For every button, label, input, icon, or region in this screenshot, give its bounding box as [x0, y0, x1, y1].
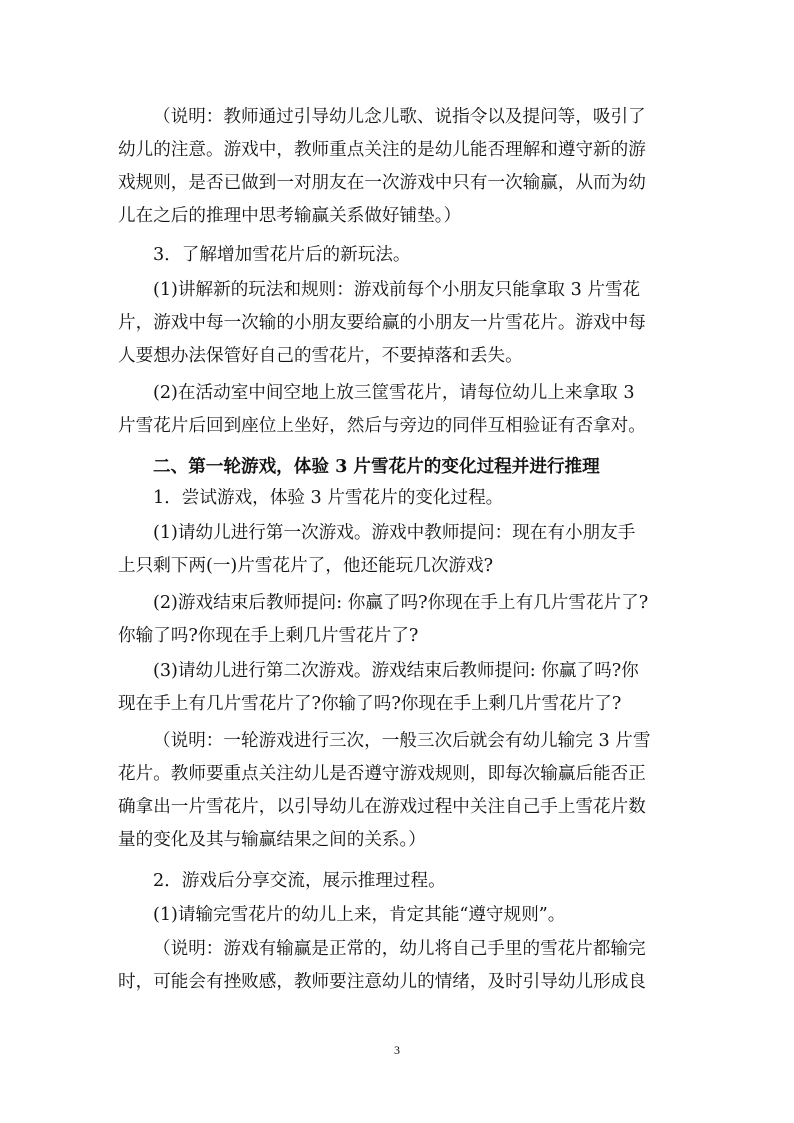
text-line: (3)请幼儿进行第二次游戏。游戏结束后教师提问: 你赢了吗?你: [153, 661, 639, 681]
paragraph-share: [118, 899, 680, 932]
text-line: 儿在之后的推理中思考输赢关系做好铺垫。）: [118, 206, 462, 226]
text-line: 确拿出一片雪花片，以引导幼儿在游戏过程中关注自己手上雪花片数: [118, 797, 646, 817]
page-number: 3: [394, 1043, 400, 1057]
text-line: 现在手上有几片雪花片了?你输了吗?你现在手上剩几片雪花片了?: [118, 694, 622, 714]
paragraph-note-2: [118, 725, 680, 857]
text-line: 戏规则，是否已做到一对朋友在一次游戏中只有一次输赢，从而为幼: [118, 173, 646, 193]
paragraph-setup: [118, 377, 680, 443]
text-line: 片，游戏中每一次输的小朋友要给赢的小朋友一片雪花片。游戏中每: [118, 313, 646, 333]
paragraph-question-1: [118, 587, 680, 653]
text-line: 人要想办法保管好自己的雪花片，不要掉落和丢失。: [118, 346, 523, 366]
paragraph-game-2: [118, 655, 680, 721]
text-line: 花片。教师要重点关注幼儿是否遵守游戏规则，即每次输赢后能否正: [118, 764, 646, 784]
text-line: 量的变化及其与输赢结果之间的关系。）: [118, 830, 426, 850]
text-line: (1)请幼儿进行第一次游戏。游戏中教师提问：现在有小朋友手: [153, 523, 636, 543]
paragraph-game-1: [118, 517, 680, 583]
section-heading: [118, 450, 680, 483]
text-line: 二、第一轮游戏，体验 3 片雪花片的变化过程并进行推理: [153, 456, 600, 477]
text-line: 片雪花片后回到座位上坐好，然后与旁边的同伴互相验证有否拿对。: [118, 416, 646, 436]
text-line: （说明：一轮游戏进行三次，一般三次后就会有幼儿输完 3 片雪: [153, 731, 651, 751]
text-line: (1)请输完雪花片的幼儿上来，肯定其能“遵守规则”。: [153, 905, 566, 925]
text-line: 2．游戏后分享交流，展示推理过程。: [153, 871, 446, 891]
text-line: (1)讲解新的玩法和规则：游戏前每个小朋友只能拿取 3 片雪花: [153, 280, 641, 300]
paragraph-step-3: [118, 239, 680, 272]
paragraph-step-1: [118, 482, 680, 515]
paragraph-step-2: [118, 865, 680, 898]
text-line: （说明：教师通过引导幼儿念儿歌、说指令以及提问等，吸引了: [153, 107, 646, 127]
text-line: 幼儿的注意。游戏中，教师重点关注的是幼儿能否理解和遵守新的游: [118, 140, 646, 160]
text-line: (2)在活动室中间空地上放三筐雪花片，请每位幼儿上来拿取 3: [153, 383, 635, 403]
paragraph-rules: [118, 274, 680, 373]
text-line: 上只剩下两(一)片雪花片了，他还能玩几次游戏?: [118, 556, 494, 576]
text-line: 1．尝试游戏，体验 3 片雪花片的变化过程。: [153, 488, 504, 508]
text-line: 时，可能会有挫败感，教师要注意幼儿的情绪，及时引导幼儿形成良: [118, 972, 646, 992]
text-line: 你输了吗?你现在手上剩几片雪花片了?: [118, 626, 419, 646]
paragraph-note-3: [118, 933, 680, 999]
text-line: 3．了解增加雪花片后的新玩法。: [153, 245, 411, 265]
text-line: （说明：游戏有输赢是正常的，幼儿将自己手里的雪花片都输完: [153, 939, 646, 959]
text-line: (2)游戏结束后教师提问: 你赢了吗?你现在手上有几片雪花片了?: [153, 593, 649, 613]
paragraph-note-1: [118, 101, 680, 233]
